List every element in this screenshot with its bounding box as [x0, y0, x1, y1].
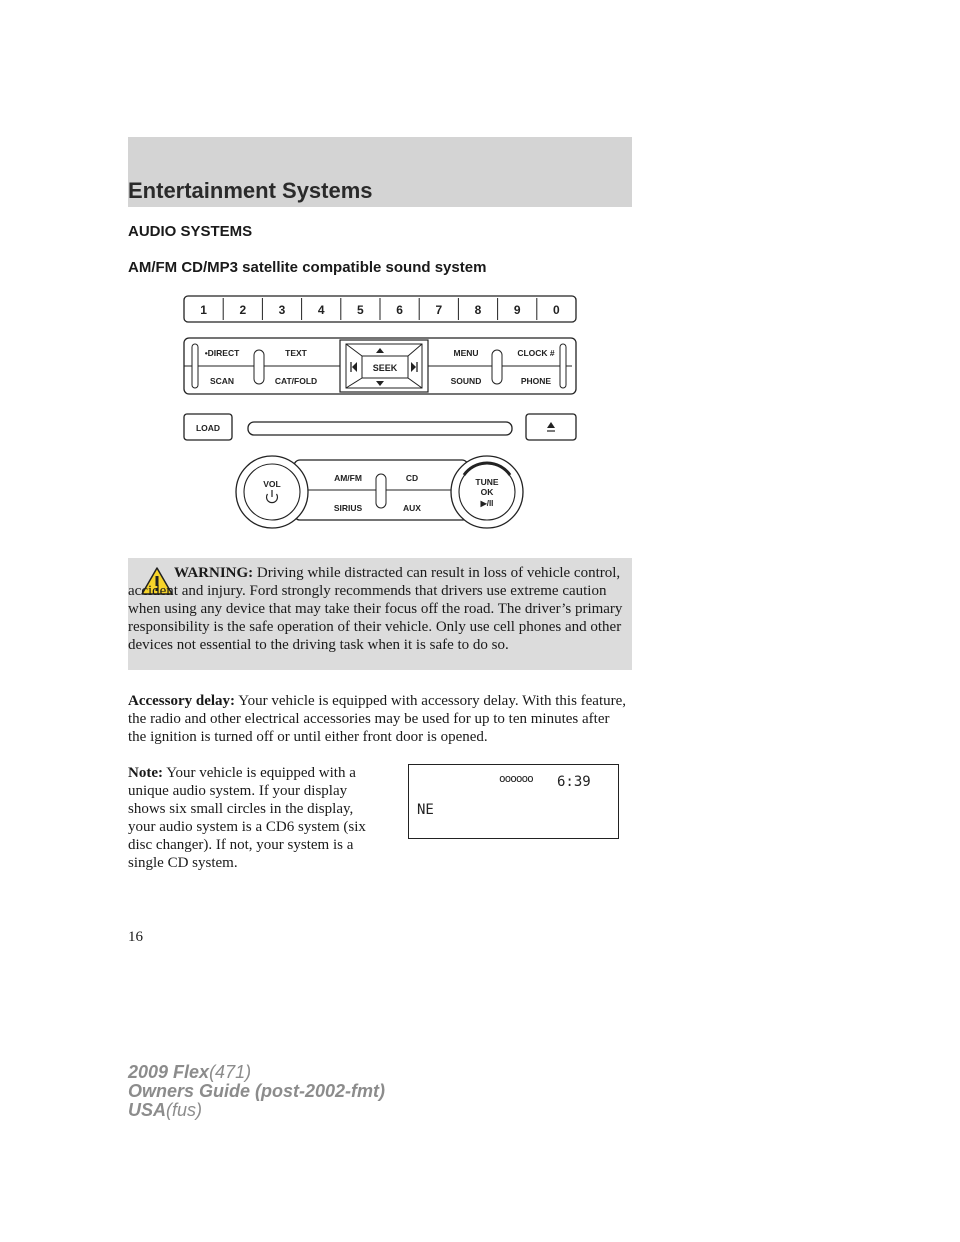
preset-button-7[interactable]: 7: [435, 303, 443, 317]
display-compass: NE: [417, 802, 434, 818]
cd-slot: [248, 422, 512, 435]
direct-button-label[interactable]: •DIRECT: [204, 348, 240, 358]
accessory-delay-text: Your vehicle is equipped with accessory delay. With this feature, the radio and other electrical accessories may be used for up to ten minutes after the ignition is turned off or until either front door is opened.: [128, 693, 627, 745]
preset-button-2[interactable]: 2: [239, 303, 247, 317]
am-fm-button-label[interactable]: AM/FM: [334, 473, 362, 483]
warning-label: WARNING:: [174, 565, 254, 581]
seek-label: SEEK: [372, 363, 398, 373]
page-number: 16: [128, 929, 143, 945]
text-button-label[interactable]: TEXT: [285, 348, 307, 358]
radio-faceplate-diagram: [180, 294, 580, 534]
phone-button-label[interactable]: PHONE: [520, 376, 552, 386]
warning-paragraph: [128, 564, 628, 654]
preset-button-1[interactable]: 1: [200, 303, 207, 317]
ok-label: OK: [480, 487, 494, 497]
disc-circles: oooooo: [499, 772, 533, 785]
cd-button-label[interactable]: CD: [405, 473, 419, 483]
note-label: Note:: [128, 765, 163, 781]
note-text: Your vehicle is equipped with a unique audio system. If your display shows six small circles in the display, your audio system is a CD6 system (six disc changer). If not, your system is a single CD system.: [128, 765, 366, 871]
footer: [128, 1063, 385, 1120]
preset-button-4[interactable]: 4: [317, 303, 325, 317]
warning-body: Driving while distracted can result in loss of vehicle control, accident and injury. Ford strongly recommends that drivers use extreme caution when using any device that may take their focus off the road. The driver’s primary responsibility is the safe operation of their vehicle. Only use cell phones and other devices not essential to the driving task when it is safe to do so.: [128, 565, 623, 653]
accessory-delay-label: Accessory delay:: [128, 693, 236, 709]
footer-region-code: (fus): [166, 1100, 203, 1120]
display-time: 6:39: [557, 774, 591, 790]
footer-model: 2009 Flex: [128, 1062, 210, 1082]
preset-button-9[interactable]: 9: [513, 303, 521, 317]
accessory-delay-paragraph: [128, 692, 630, 746]
warning-box: [128, 558, 632, 670]
menu-button-label[interactable]: MENU: [453, 348, 479, 358]
note-paragraph: [128, 764, 380, 872]
play-pause-label: ▶/II: [480, 499, 494, 508]
tune-label: TUNE: [475, 477, 499, 487]
page-header-title: Entertainment Systems: [128, 178, 373, 203]
vol-label: VOL: [263, 479, 281, 489]
footer-guide-title: Owners Guide (post-2002-fmt): [128, 1081, 386, 1101]
preset-button-0[interactable]: 0: [553, 303, 560, 317]
preset-button-5[interactable]: 5: [357, 303, 364, 317]
left-rocker-divider: [254, 350, 264, 384]
load-button-label: LOAD: [195, 423, 221, 433]
section-heading: AUDIO SYSTEMS: [128, 223, 253, 240]
cat-fold-button-label[interactable]: CAT/FOLD: [274, 376, 318, 386]
scan-button-label[interactable]: SCAN: [209, 376, 235, 386]
preset-button-3[interactable]: 3: [278, 303, 286, 317]
preset-button-6[interactable]: 6: [396, 303, 403, 317]
footer-region: USA: [128, 1100, 167, 1120]
section-subheading: AM/FM CD/MP3 satellite compatible sound system: [128, 259, 487, 276]
radio-display-diagram: [408, 764, 619, 839]
sirius-button-label[interactable]: SIRIUS: [333, 503, 363, 513]
clock-button-label[interactable]: CLOCK #: [517, 348, 555, 358]
preset-button-8[interactable]: 8: [474, 303, 482, 317]
right-rocker-divider: [492, 350, 502, 384]
footer-model-code: (471): [209, 1062, 252, 1082]
sound-button-label[interactable]: SOUND: [450, 376, 482, 386]
aux-button-label[interactable]: AUX: [403, 503, 421, 513]
